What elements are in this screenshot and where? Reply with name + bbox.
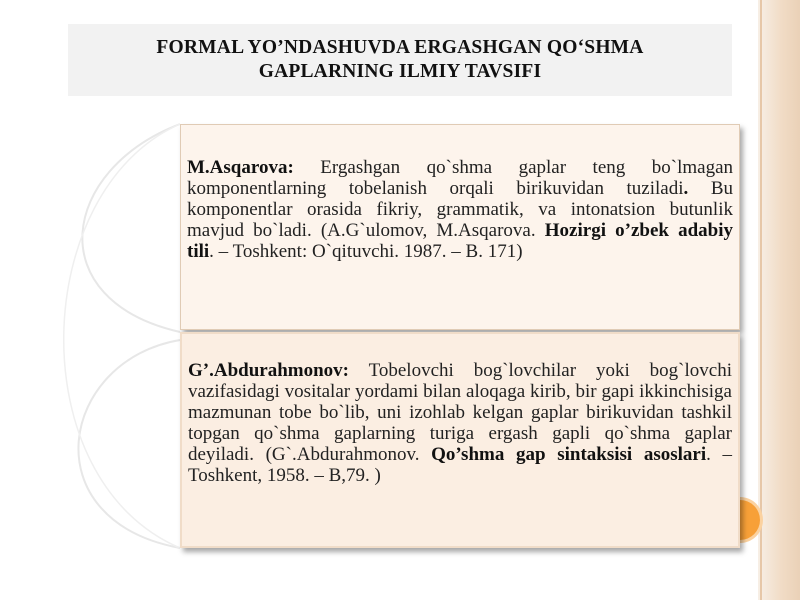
definition-card-abdurahmonov bbox=[180, 332, 740, 548]
definition-card-asqarova bbox=[180, 124, 740, 330]
definition-body: Ergashgan qo`shma gaplar teng bo`lmagan komponentlarning tobelanish orqali birikuvidan tuziladi bbox=[187, 157, 733, 199]
definition-body: Tobelovchi bog`lovchilar yoki bog`lovchi vazifasidagi vositalar yordami bilan aloqaga kirib, bir gapi ikkinchisiga mazmunan tobe bo`lib, uni izohlab kelgan gaplar birikuvidan tashkil topgan qo`shma gaplarning turiga ergash gapli qo`shma gaplar deyiladi. (G`.Abdurahmonov. bbox=[188, 360, 732, 465]
citation-reference: . – Toshkent: O`qituvchi. 1987. – B. 171) bbox=[209, 241, 523, 262]
book-title: Hozirgi o’zbek adabiy tili bbox=[187, 220, 733, 262]
slide-title: FORMAL YO’NDASHUVDA ERGASHGAN QO‘SHMA GAPLARNING ILMIY TAVSIFI bbox=[156, 37, 644, 82]
lower-arc bbox=[78, 340, 180, 548]
definition-body-continued: Bu komponentlar orasida fikriy, grammatik, va intonatsion butunlik mavjud bo`ladi. (A.G`ulomov, M.Asqarova. bbox=[187, 178, 733, 241]
upper-arc bbox=[82, 124, 180, 332]
book-title: Qo’shma gap sintaksisi asoslari bbox=[431, 444, 707, 465]
outer-arc bbox=[64, 124, 180, 548]
author-name: G’.Abdurahmonov: bbox=[188, 360, 349, 381]
definition-text bbox=[187, 157, 733, 262]
definition-period: . bbox=[683, 178, 689, 199]
author-name: M.Asqarova: bbox=[187, 157, 294, 178]
definition-text bbox=[188, 360, 732, 486]
citation-reference: . – Toshkent, 1958. – B,79. ) bbox=[188, 444, 733, 486]
